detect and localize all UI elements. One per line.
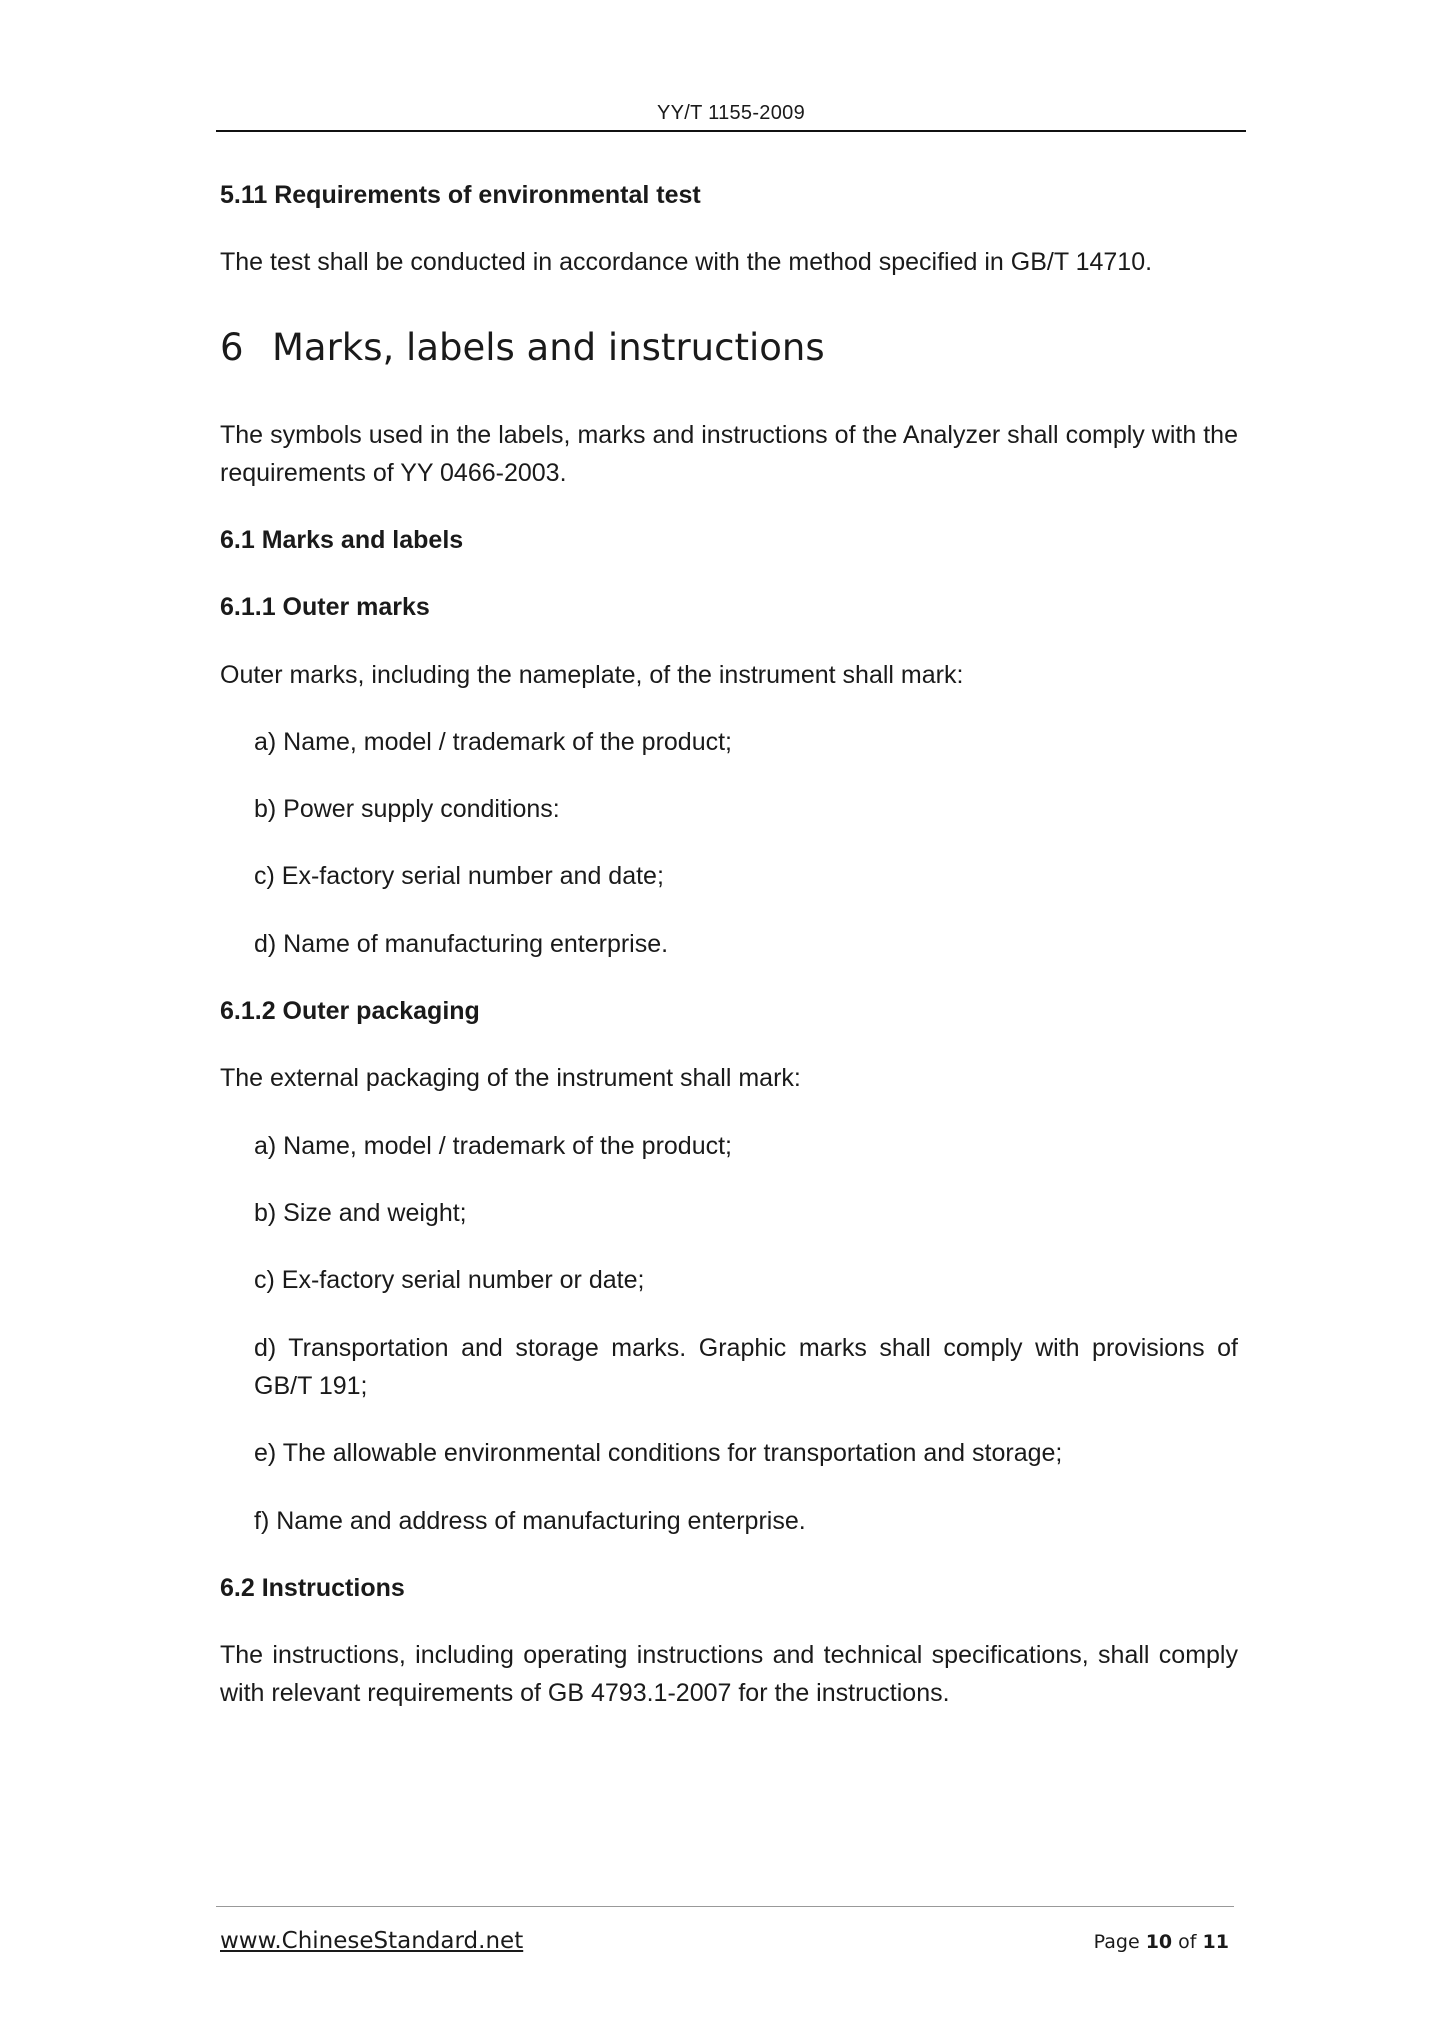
chapter-number: 6 [220,326,244,369]
section-intro-6-1-2: The external packaging of the instrument shall mark: [220,1064,801,1092]
section-heading-6-1-2: 6.1.2 Outer packaging [220,997,480,1025]
list-item: c) Ex-factory serial number or date; [254,1266,645,1294]
header-rule [216,130,1246,132]
list-item: b) Power supply conditions: [254,795,560,823]
list-item: e) The allowable environmental conditions for transportation and storage; [254,1439,1063,1467]
website-link[interactable]: www.ChineseStandard.net [220,1928,524,1954]
page-header: YY/T 1155-2009 [656,102,805,124]
section-text-6-2: The instructions, including operating instructions and technical specifications, shall comply with relevant requirements of GB 4793.1-2007 for the instructions. [220,1641,1238,1707]
list-item: a) Name, model / trademark of the product; [254,728,732,756]
footer-rule [216,1906,1234,1907]
chapter-title: Marks, labels and instructions [272,326,825,369]
list-item: d) Transportation and storage marks. Graphic marks shall comply with provisions of GB/T 191; [254,1334,1238,1400]
chapter-intro: The symbols used in the labels, marks and instructions of the Analyzer shall comply with the requirements of YY 0466-2003. [220,421,1238,487]
list-item: a) Name, model / trademark of the product; [254,1132,732,1160]
section-intro-6-1-1: Outer marks, including the nameplate, of the instrument shall mark: [220,661,964,689]
section-heading-6-1: 6.1 Marks and labels [220,526,464,554]
chapter-heading-6 [220,326,825,369]
section-heading-6-2: 6.2 Instructions [220,1574,405,1602]
section-text-5-11: The test shall be conducted in accordance with the method specified in GB/T 14710. [220,248,1153,276]
list-item: c) Ex-factory serial number and date; [254,862,664,890]
page-number: Page 10 of 11 [1093,1931,1229,1953]
section-heading-6-1-1: 6.1.1 Outer marks [220,593,430,621]
list-item: d) Name of manufacturing enterprise. [254,930,669,958]
list-item: b) Size and weight; [254,1199,467,1227]
section-heading-5-11: 5.11 Requirements of environmental test [220,181,701,209]
list-item: f) Name and address of manufacturing enterprise. [254,1507,806,1535]
